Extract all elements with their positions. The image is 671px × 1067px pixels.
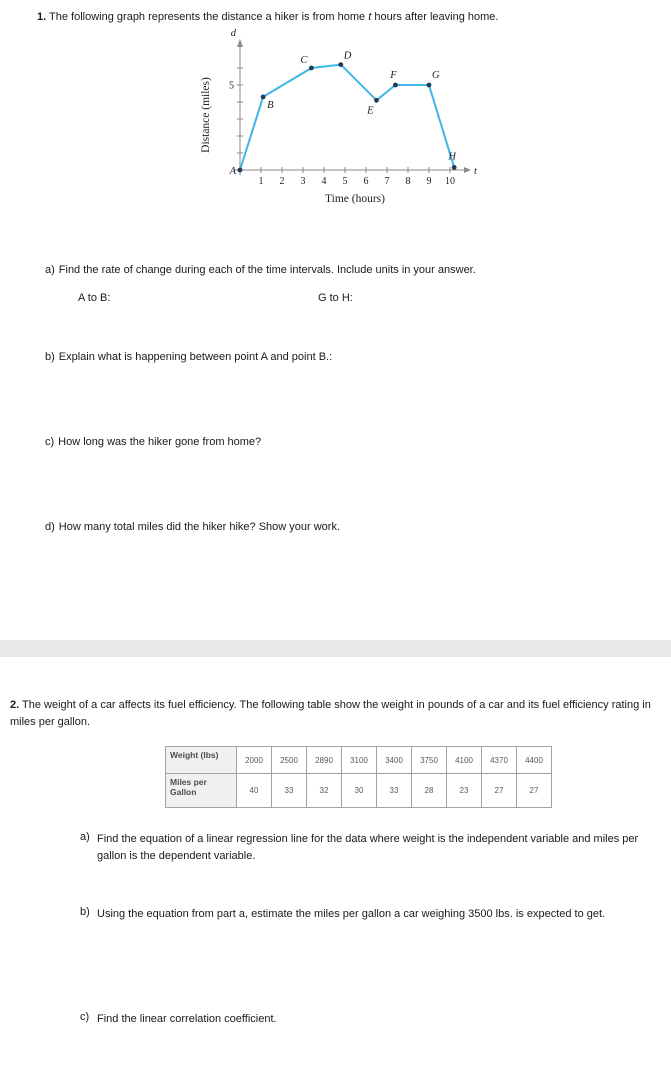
x-axis-arrow	[464, 167, 471, 173]
table-cell: 40	[237, 774, 272, 808]
x-tick-label: 6	[363, 176, 369, 187]
y-tick-label: 5	[229, 80, 234, 92]
x-axis-variable: t	[474, 166, 477, 177]
table-cell: 28	[412, 774, 447, 808]
x-tick-label: 8	[405, 176, 411, 187]
page-break-divider	[0, 640, 671, 657]
q1-part-a	[45, 264, 476, 276]
y-axis-title: Distance (miles)	[200, 77, 212, 153]
table-cell: 33	[272, 774, 307, 808]
q2-part-b	[80, 906, 655, 923]
distance-line	[240, 65, 454, 170]
question-1-text-pre: The following graph represents the distance a hiker is from home	[46, 11, 369, 23]
table-cell: 4100	[447, 747, 482, 774]
point-label: F	[390, 70, 397, 81]
hiker-distance-graph	[195, 20, 485, 215]
x-tick-label: 10	[445, 176, 455, 187]
q1-part-d-label: d)	[45, 521, 55, 533]
q1-part-d	[45, 521, 340, 533]
data-point	[427, 83, 432, 88]
point-label: B	[267, 99, 274, 111]
data-point	[393, 83, 398, 88]
x-tick-label: 5	[342, 176, 348, 187]
q1-interval-a-to-b: A to B:	[78, 292, 111, 304]
table-cell: 23	[447, 774, 482, 808]
table-cell: 32	[307, 774, 342, 808]
question-1-text-post: hours after leaving home.	[371, 11, 499, 23]
point-label: A	[229, 166, 236, 177]
table-cell: 3400	[377, 747, 412, 774]
x-axis-title: Time (hours)	[325, 193, 385, 205]
y-axis-arrow	[237, 39, 243, 47]
q2-part-b-text: Using the equation from part a, estimate the miles per gallon a car weighing 3500 lbs. is expected to get.	[97, 908, 606, 920]
question-2-text: The weight of a car affects its fuel efficiency. The following table show the weight in pounds of a car and its fuel efficiency rating in miles per gallon.	[10, 699, 651, 728]
x-tick-label: 7	[384, 176, 390, 187]
table-cell: 4370	[482, 747, 517, 774]
q2-part-a-label: a)	[80, 831, 90, 843]
table-cell: 3100	[342, 747, 377, 774]
data-point	[238, 168, 243, 173]
q2-part-c-label: c)	[80, 1011, 90, 1023]
table-cell: 2500	[272, 747, 307, 774]
table-cell: 3750	[412, 747, 447, 774]
data-point	[338, 62, 343, 67]
fuel-efficiency-table	[165, 746, 552, 808]
point-label: G	[432, 70, 440, 81]
x-tick-label: 1	[258, 176, 264, 187]
question-2-number: 2.	[10, 699, 20, 711]
data-point	[309, 66, 314, 71]
point-label: H	[448, 151, 456, 163]
q1-interval-g-to-h: G to H:	[318, 292, 353, 304]
table-cell: 30	[342, 774, 377, 808]
table-row	[166, 774, 552, 808]
q1-part-b	[45, 351, 332, 363]
data-point	[374, 98, 379, 103]
table-cell: 27	[517, 774, 552, 808]
table-cell: 2890	[307, 747, 342, 774]
q1-part-a-text: Find the rate of change during each of the time intervals. Include units in your answer.	[58, 264, 476, 276]
point-label: D	[343, 50, 352, 62]
q2-part-a-text: Find the equation of a linear regression line for the data where weight is the independent variable and miles per gallon is the dependent variable.	[97, 833, 639, 862]
q1-part-d-text: How many total miles did the hiker hike? Show your work.	[58, 521, 341, 533]
data-point	[261, 95, 266, 100]
q2-part-c-text: Find the linear correlation coefficient.	[97, 1013, 277, 1025]
table-row	[166, 747, 552, 774]
q2-part-b-label: b)	[80, 906, 90, 918]
table-cell: 2000	[237, 747, 272, 774]
q2-part-c	[80, 1011, 655, 1028]
q1-part-b-text: Explain what is happening between point A and point B.:	[58, 351, 333, 363]
question-1-number: 1.	[37, 11, 47, 23]
point-label: E	[367, 105, 374, 117]
question-2-prompt	[10, 697, 662, 731]
x-tick-label: 2	[279, 176, 285, 187]
row-header: Miles per Gallon	[166, 774, 237, 808]
q1-part-b-label: b)	[45, 351, 55, 363]
table-cell: 4400	[517, 747, 552, 774]
q1-part-c	[45, 436, 261, 448]
q2-part-a	[80, 831, 655, 865]
x-tick-label: 4	[321, 176, 327, 187]
q1-part-c-label: c)	[45, 436, 55, 448]
x-tick-label: 3	[300, 176, 306, 187]
q1-part-a-label: a)	[45, 264, 55, 276]
q1-part-c-text: How long was the hiker gone from home?	[58, 436, 262, 448]
point-label: C	[300, 55, 308, 66]
row-header: Weight (lbs)	[166, 747, 237, 774]
time-variable: t	[368, 11, 372, 23]
table-cell: 33	[377, 774, 412, 808]
y-axis-variable: d	[230, 28, 236, 39]
x-tick-label: 9	[426, 176, 432, 187]
table-cell: 27	[482, 774, 517, 808]
data-point	[452, 165, 457, 170]
